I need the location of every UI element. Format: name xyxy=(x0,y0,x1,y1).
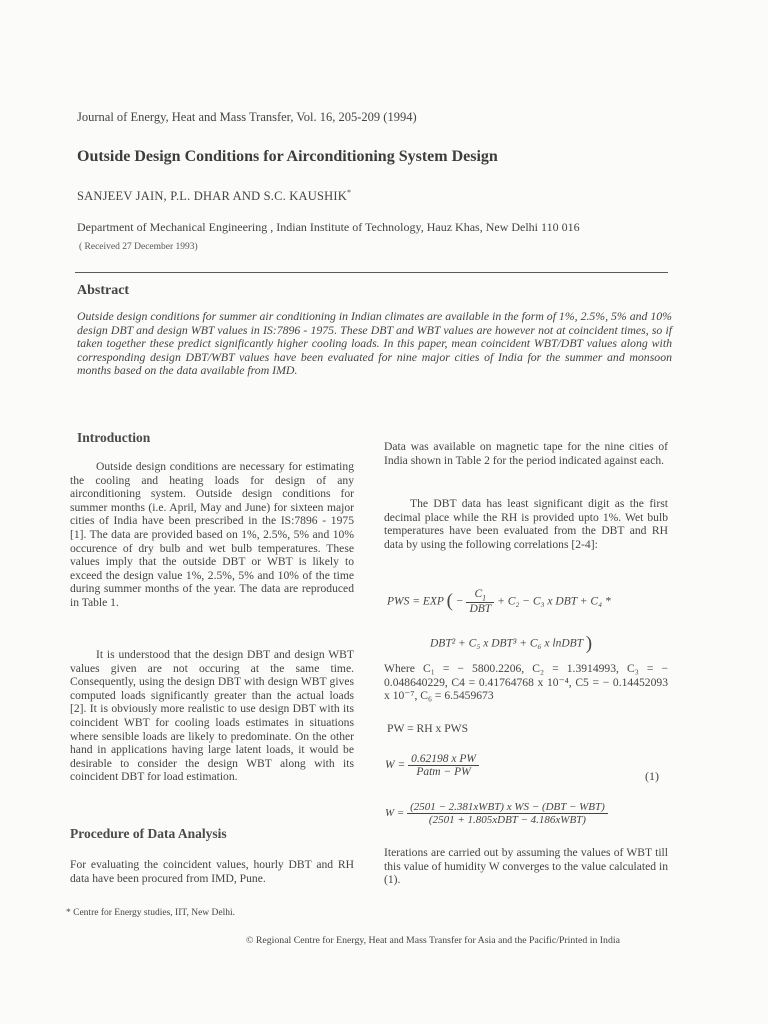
author-footnote-mark: * xyxy=(346,188,352,197)
header-divider xyxy=(75,272,668,273)
pws-minus: − xyxy=(455,595,464,608)
w1-numerator: 0.62198 x PW xyxy=(408,753,479,766)
abstract-body: Outside design conditions for summer air conditioning in Indian climates are available in the form of 1%, 2.5%, 5% and 10% design DBT and design WBT values in IS:7896 - 1975. These DBT and WBT values are however not at coincident times, so if taken together these predict significantly higher cooling loads. In this paper, mean coincident WBT/DBT values along with corresponding design DBT/WBT values have been evaluated for nine major cities of India for the summer and monsoon months based on the data available from IMD. xyxy=(77,309,672,378)
introduction-paragraph-2: It is understood that the design DBT and design WBT values given are not occuring at the same time. Consequently, using the design DBT with design WBT gives computed loads significantly greater than the actual loads [2]. It is obviously more realistic to use design DBT with its coincident WBT for cooling loads estimates in situations where sensible loads are likely to predominate. On the other hand in applications having large latent loads, it would be desirable to consider the design WBT along with its coincident DBT for load estimation. xyxy=(70,648,354,784)
w2-numerator: (2501 − 2.381xWBT) x WS − (DBT − WBT) xyxy=(407,801,608,814)
author-footnote: * Centre for Energy studies, IIT, New Delhi. xyxy=(66,908,236,918)
procedure-heading: Procedure of Data Analysis xyxy=(70,826,227,841)
c1-over-dbt-fraction xyxy=(466,588,494,615)
abstract-heading: Abstract xyxy=(77,283,130,298)
introduction-heading: Introduction xyxy=(77,430,151,445)
pws-open-paren: ( xyxy=(446,590,453,612)
pws-equation-line-2 xyxy=(430,633,592,655)
introduction-paragraph-1: Outside design conditions are necessary for estimating the cooling and heating loads for design of any airconditioning system. Outside design conditions for summer months (i.e. April, May and June) for sixteen major cities of India have been prescribed in the IS:7896 - 1975 [1]. The data are provided based on 1%, 2.5%, 5% and 10% occurence of dry bulb and wet bulb temperatures. These values imply that the outside DBT or WBT is likely to exceed the design value 1%, 2.5%, 5% and 10% of the time during summer months of the year. The data are reproduced in Table 1. xyxy=(70,460,354,609)
journal-citation: Journal of Energy, Heat and Mass Transfer, Vol. 16, 205-209 (1994) xyxy=(77,110,417,124)
w2-fraction xyxy=(407,801,608,826)
pw-equation: PW = RH x PWS xyxy=(387,722,469,735)
w2-denominator: (2501 + 1.805xDBT − 4.186xWBT) xyxy=(428,814,586,826)
received-date: ( Received 27 December 1993) xyxy=(79,242,198,252)
author-list xyxy=(77,188,351,204)
dbt-rh-paragraph: The DBT data has least significant digit as the first decimal place while the RH is provided upto 1%. Wet bulb temperatures have been evaluated from the DBT and RH data by using the following correlations [2-4]: xyxy=(384,497,668,551)
pws-equation-line-1 xyxy=(387,588,611,615)
humidity-equation-1 xyxy=(385,753,479,778)
procedure-paragraph-1: For evaluating the coincident values, hourly DBT and RH data have been procured from IMD, Pune. xyxy=(70,858,354,885)
iteration-paragraph: Iterations are carried out by assuming the values of WBT till this value of humidity W converges to the value calculated in (1). xyxy=(384,846,668,887)
pws-terms: + C₂ − C₃ x DBT + C₄ * xyxy=(497,595,611,608)
pws-close-paren: ) xyxy=(585,633,593,654)
c1-numerator: C xyxy=(474,588,483,600)
w1-fraction xyxy=(408,753,479,778)
paper-title: Outside Design Conditions for Airconditioning System Design xyxy=(77,148,498,165)
humidity-equation-2 xyxy=(385,801,608,826)
dbt-denominator: DBT xyxy=(469,603,492,616)
author-names: SANJEEV JAIN, P.L. DHAR AND S.C. KAUSHIK xyxy=(77,189,347,204)
c1-subscript: 1 xyxy=(482,593,487,603)
correlation-constants: Where C₁ = − 5800.2206, C₂ = 1.3914993, C₃ = − 0.048640229, C4 = 0.41764768 x 10⁻⁴, C5 = − 0.14452093 x 10⁻⁷, C₆ = 6.5459673 xyxy=(384,662,668,703)
w1-denominator: Patm − PW xyxy=(416,766,471,778)
copyright-line: © Regional Centre for Energy, Heat and Mass Transfer for Asia and the Pacific/Printed in India xyxy=(246,935,620,946)
data-availability-paragraph: Data was available on magnetic tape for the nine cities of India shown in Table 2 for the period indicated against each. xyxy=(384,440,668,467)
pws-lhs: PWS = EXP xyxy=(387,595,444,608)
pws-terms-continued: DBT² + C₅ x DBT³ + C₆ x lnDBT xyxy=(430,637,583,650)
w2-lhs: W = xyxy=(385,807,405,820)
w1-lhs: W = xyxy=(385,759,406,772)
affiliation: Department of Mechanical Engineering , Indian Institute of Technology, Hauz Khas, New Delhi 110 016 xyxy=(77,220,580,234)
equation-number: (1) xyxy=(645,769,659,783)
